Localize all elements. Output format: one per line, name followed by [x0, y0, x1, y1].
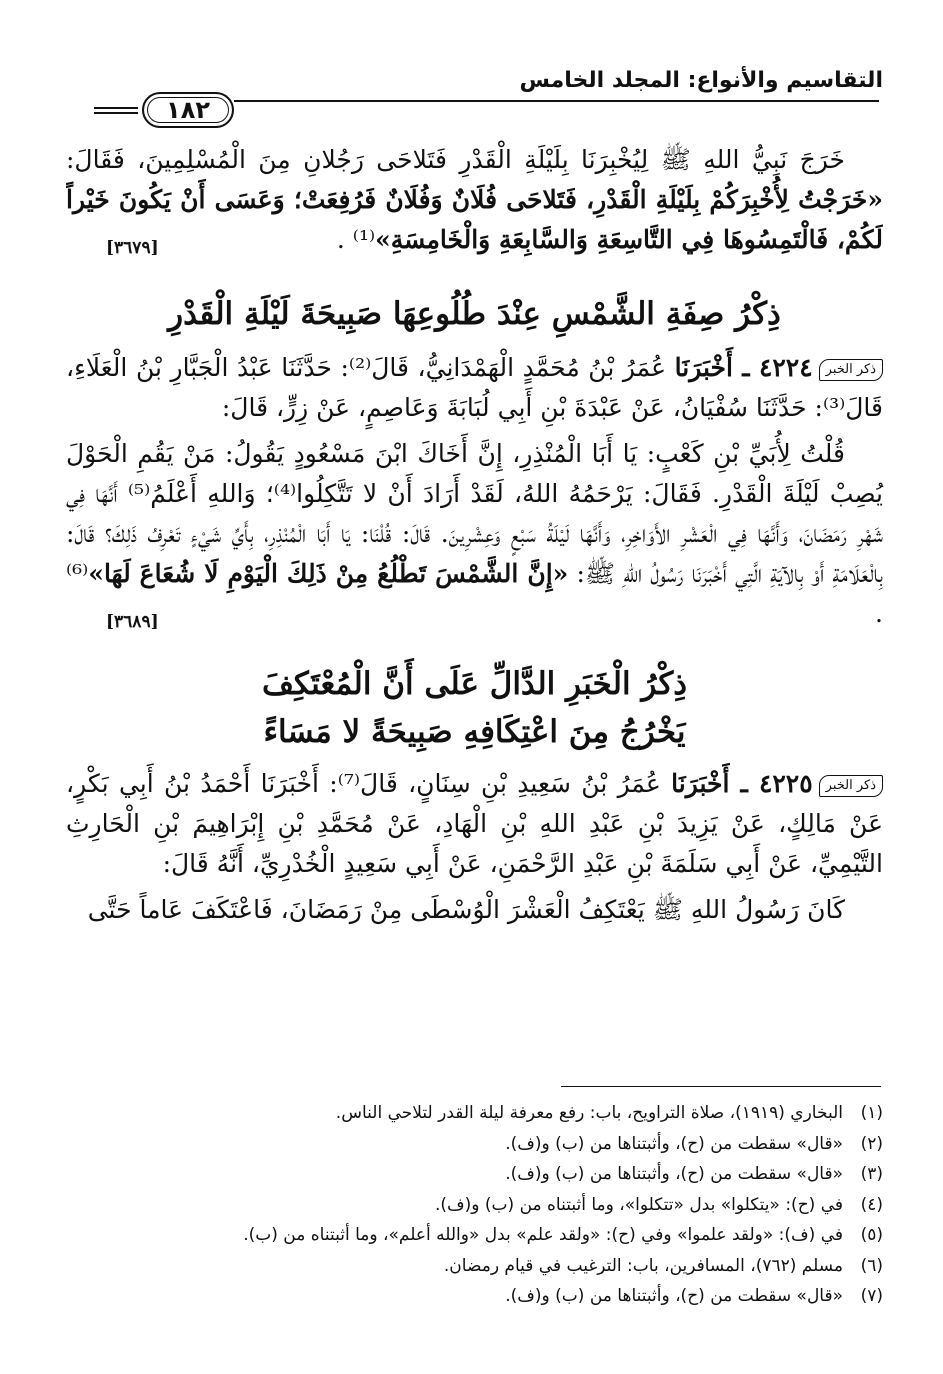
footnote: (٧)«قال» سقطت من (ح)، وأثبتناها من (ب) و(ف).: [505, 1286, 883, 1306]
page-number: ١٨٢: [142, 92, 234, 128]
hadith-4225-number: ٤٢٢٥ ـ أَخْبَرَنَا: [671, 769, 813, 798]
footnote: (٤)في (ح): «يتكلوا» بدل «تتكلوا»، وما أثبتناه من (ب) و(ف).: [435, 1194, 883, 1215]
footnote: (٥)في (ف): «ولقد علموا» وفي (ح): «ولقد علم» بدل «والله أعلم»، وما أثبتناه من (ب).: [243, 1225, 883, 1245]
hadith-4225-matn: كَانَ رَسُولُ اللهِ ﷺ يَعْتَكِفُ الْعَشْرَ الْوُسْطَى مِنْ رَمَضَانَ، فَاعْتَكَفَ عَاماً حَتَّى: [87, 895, 845, 924]
khabar-badge: ذكر الخبر: [819, 775, 883, 797]
hadith-4224-footnote-mark: ⁽⁶⁾ .: [66, 559, 883, 628]
hadith-4224-chain: عُمَرُ بْنُ مُحَمَّدٍ الْهَمْدَانِيُّ، قَالَ⁽²⁾: حَدَّثَنَا عَبْدُ الْجَبَّارِ بْنُ الْعَلَاءِ، قَالَ⁽³⁾: حَدَّثَنَا سُفْيَانُ، عَنْ عَبْدَةَ بْنِ أَبِي لُبَابَةَ وَعَاصِمٍ، عَنْ زِرٍّ، قَالَ:: [66, 353, 883, 422]
reference-3679: [٣٦٧٩]: [106, 238, 159, 258]
running-title: التقاسيم والأنواع: المجلد الخامس: [519, 68, 883, 93]
footnote: (١)البخاري (١٩١٩)، صلاة التراويح، باب: رفع معرفة ليلة القدر لتلاحي الناس.: [335, 1103, 883, 1123]
reference-3689: [٣٦٨٩]: [106, 612, 159, 632]
hadith-4225-isnad: [66, 764, 883, 884]
hadith-4224-matn: [66, 434, 883, 634]
footnotes: [66, 1098, 883, 1312]
hadith-4224-number: ٤٢٢٤ ـ أَخْبَرَنَا: [674, 353, 813, 382]
footnote: (٢)«قال» سقطت من (ح)، وأثبتناها من (ب) و(ف).: [505, 1133, 883, 1154]
ornament-lines: [94, 107, 138, 114]
footnote: (٣)«قال» سقطت من (ح)، وأثبتناها من (ب) و(ف).: [505, 1164, 883, 1184]
hadith-4224-text: قُلْتُ لِأُبَيِّ بْنِ كَعْبٍ: يَا أَبَا الْمُنْذِرِ، إِنَّ أَخَاكَ ابْنَ مَسْعُودٍ يَقُولُ: مَنْ يَقُمِ الْحَوْلَ يُصِبْ لَيْلَةَ الْقَدْرِ. فَقَالَ: يَرْحَمُهُ اللهُ، لَقَدْ أَرَادَ أَنْ لا تَتَّكِلُوا⁽⁴⁾؛ وَاللهِ أَعْلَمُ⁽⁵⁾ أَنَّهَا فِي شَهْرِ رَمَضَانَ، وَأَنَّهَا فِي الْعَشْرِ الأَوَاخِرِ، وَأَنَّهَا لَيْلَةُ سَبْعٍ وَعِشْرِينَ. قَالَ: قُلْنَا: يَا أَبَا الْمُنْذِرِ، بِأَيِّ شَيْءٍ تَعْرِفُ ذَلِكَ؟ قَالَ: بِالْعَلَامَةِ أَوْ بِالآيَةِ الَّتِي أَخْبَرَنَا رَسُولُ اللهِ ﷺ:: [66, 439, 884, 588]
chapter-heading-1: ذِكْرُ صِفَةِ الشَّمْسِ عِنْدَ طُلُوعِهَا صَبِيحَةَ لَيْلَةِ الْقَدْرِ: [168, 296, 781, 332]
hadith-4224-quote: «إِنَّ الشَّمْسَ تَطْلُعُ مِنْ ذَلِكَ الْيَوْمِ لَا شُعَاعَ لَهَا»: [88, 559, 569, 588]
page-number-frame: [66, 88, 234, 132]
footnote-rule: [561, 1086, 881, 1087]
para1-hadith-quote: «خَرَجْتُ لِأُخْبِرَكُمْ بِلَيْلَةِ الْقَدْرِ، فَتَلاحَى فُلَانٌ وَفُلَانٌ فَرُفِعَتْ؛ وَعَسَى أَنْ يَكُونَ خَيْراً لَكُمْ، فَالْتَمِسُوهَا فِي التَّاسِعَةِ وَالسَّابِعَةِ وَالْخَامِسَةِ»: [66, 185, 883, 254]
chapter-heading-2-line-1: ذِكْرُ الْخَبَرِ الدَّالِّ عَلَى أَنَّ الْمُعْتَكِفَ: [261, 666, 688, 702]
hadith-4225-chain: عُمَرُ بْنُ سَعِيدِ بْنِ سِنَانٍ، قَالَ⁽⁷⁾: أَخْبَرَنَا أَحْمَدُ بْنُ أَبِي بَكْرٍ، عَنْ مَالِكٍ، عَنْ يَزِيدَ بْنِ عَبْدِ اللهِ بْنِ الْهَادِ، عَنْ مُحَمَّدِ بْنِ إِبْرَاهِيمَ بْنِ الْحَارِثِ التَّيْمِيِّ، عَنْ أَبِي سَلَمَةَ بْنِ عَبْدِ الرَّحْمَنِ، عَنْ أَبِي سَعِيدٍ الْخُدْرِيِّ، أَنَّهُ قَالَ:: [66, 769, 883, 878]
para1-footnote-mark: ⁽¹⁾ .: [336, 225, 376, 254]
main-text: [66, 140, 883, 930]
khabar-badge: ذكر الخبر: [819, 359, 883, 381]
paragraph-1: [66, 140, 883, 268]
hadith-4224-isnad: [66, 348, 883, 428]
para1-text: خَرَجَ نَبِيُّ اللهِ ﷺ لِيُخْبِرَنَا بِلَيْلَةِ الْقَدْرِ فَتَلاحَى رَجُلانِ مِنَ الْمُسْلِمِينَ، فَقَالَ:: [66, 145, 846, 174]
footnote: (٦)مسلم (٧٦٢)، المسافرين، باب: الترغيب في قيام رمضان.: [443, 1255, 883, 1276]
chapter-heading-2-line-2: يَخْرُجُ مِنَ اعْتِكَافِهِ صَبِيحَةً لا مَسَاءً: [263, 714, 686, 750]
